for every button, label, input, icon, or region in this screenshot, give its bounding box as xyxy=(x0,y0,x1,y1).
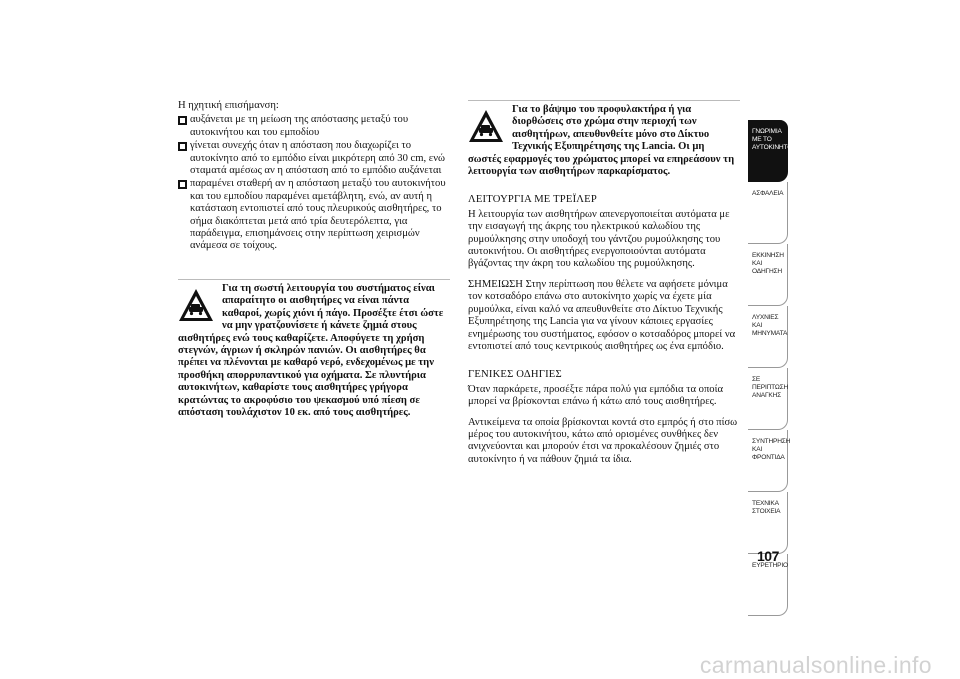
bullet-item: αυξάνεται με τη μείωση της απόστασης μεταξύ του αυτοκινήτου και του εμποδίου xyxy=(178,114,450,139)
checkbox-bullet-icon xyxy=(178,180,187,189)
left-column xyxy=(178,100,450,419)
bullet-item: παραμένει σταθερή αν η απόσταση μεταξύ του αυτοκινήτου και του εμποδίου παραμένει αμετάβλητη, ενώ, αν αυτή η κατάσταση εντοπιστεί από τους πλευρικούς αισθητήρες, το σήμα διακόπτεται μετά από τρία δευτερόλεπτα, για παράδειγμα, επισημάνσεις στην περίπτωση χειρισμών ανάμεσα σε τοίχους. xyxy=(178,178,450,252)
section-heading: ΛΕΙΤΟΥΡΓΙΑ ΜΕ ΤΡΕΪΛΕΡ xyxy=(468,194,597,206)
tab-lights-messages[interactable]: ΛΥΧΝΙΕΣ ΚΑΙ ΜΗΝΥΜΑΤΑ xyxy=(748,306,788,368)
paragraph: Η λειτουργία των αισθητήρων απενεργοποιείται αυτόματα με την εισαγωγή της άκρης του ηλεκτρικού καλωδίου της ρυμούλκησης στην υποδοχή του γάντζου ρυμούλκησης του αυτοκινήτου. Οι αισθητήρες ενεργοποιούνται αυτόματα βγάζοντας την άκρη του καλωδίου της ρυμούλκησης. xyxy=(468,208,730,270)
warning-text: Για τη σωστή λειτουργία του συστήματος είναι απαραίτητο οι αισθητήρες να είναι πάντα καθαροί, χωρίς χιόνι ή πάγο. Προσέξτε έτσι ώστε να μην γρατζουνίσετε ή κάνετε ζημιά στους αισθητήρες ενώ τους καθαρίζετε. Αποφύγετε τη χρήση στεγνών, άγριων ή σκληρών πανιών. Οι αισθητήρες θα πρέπει να πλένονται με καθαρό νερό, ενδεχομένως με την προσθήκη απορρυπαντικού για οχήματα. Σε πλυντήρια αυτοκινήτων, καθαρίστε τους αισθητήρες γρήγορα κρατώντας το ακροφύσιο του ψεκασμού υπό πίεση σε απόσταση τουλάχιστον 10 εκ. από τους αισθητήρες. xyxy=(178,282,444,418)
tab-emergency[interactable]: ΣΕ ΠΕΡΙΠΤΩΣΗ ΑΝΑΓΚΗΣ xyxy=(748,368,788,430)
warning-box xyxy=(178,279,450,419)
warning-triangle-icon xyxy=(178,287,214,323)
checkbox-bullet-icon xyxy=(178,116,187,125)
section-heading: ΓΕΝΙΚΕΣ ΟΔΗΓΙΕΣ xyxy=(468,369,562,381)
tab-starting-driving[interactable]: ΕΚΚΙΝΗΣΗ ΚΑΙ ΟΔΗΓΗΣΗ xyxy=(748,244,788,306)
tab-maintenance[interactable]: ΣΥΝΤΗΡΗΣΗ ΚΑΙ ΦΡΟΝΤΙΔΑ xyxy=(748,430,788,492)
tab-getting-to-know[interactable]: ΓΝΩΡΙΜΙΑ ΜΕ ΤΟ ΑΥΤΟΚΙΝΗΤΟ xyxy=(748,120,788,182)
paragraph: Αντικείμενα τα οποία βρίσκονται κοντά στο εμπρός ή στο πίσω μέρος του αυτοκινήτου, κάτω από ορισμένες συνθήκες δεν ανιχνεύονται και μπορούν έτσι να προκαλέσουν ζημιές στο αυτοκίνητο ή να πάθουν ζημιά τα ίδια. xyxy=(468,416,738,465)
checkbox-bullet-icon xyxy=(178,142,187,151)
paragraph: Όταν παρκάρετε, προσέξτε πάρα πολύ για εμπόδια τα οποία μπορεί να βρίσκονται επάνω ή κάτω από τους αισθητήρες. xyxy=(468,383,723,408)
tab-index[interactable]: ΕΥΡΕΤΗΡΙΟ xyxy=(748,554,788,616)
intro-text: Η ηχητική επισήμανση: xyxy=(178,100,279,111)
bullet-item: γίνεται συνεχής όταν η απόσταση που διαχωρίζει το αυτοκίνητο από το εμπόδιο είναι μικρότερη από 30 cm, ενώ σταματά αμέσως αν η απόσταση από το εμπόδιο αυξάνεται xyxy=(178,140,450,177)
tab-technical-data[interactable]: ΤΕΧΝΙΚΑ ΣΤΟΙΧΕΙΑ xyxy=(748,492,788,554)
watermark: carmanualsonline.info xyxy=(699,652,932,678)
tab-safety[interactable]: ΑΣΦΑΛΕΙΑ xyxy=(748,182,788,244)
warning-triangle-icon xyxy=(468,108,504,144)
right-column xyxy=(468,100,740,466)
page-number: 107 xyxy=(757,548,779,564)
chapter-tabs xyxy=(748,120,793,616)
warning-text: Για το βάψιμο του προφυλακτήρα ή για διορθώσεις στο χρώμα στην περιοχή των αισθητήρων, απευθυνθείτε μόνο στο Δίκτυο Τεχνικής Εξυπηρέτησης της Lancia. Οι μη σωστές εφαρμογές του χρώματος μπορεί να επηρεάσουν τη λειτουργία των αισθητήρων παρκαρίσματος. xyxy=(468,104,735,178)
warning-box xyxy=(468,100,740,178)
note-paragraph: ΣΗΜΕΙΩΣΗ Στην περίπτωση που θέλετε να αφήσετε μόνιμα τον κοτσαδόρο επάνω στο αυτοκίνητο χωρίς να έχετε μία ρυμούλκα, είναι καλό να απευθυνθείτε στο Δίκτυο Τεχνικής Εξυπηρέτησης της Lancia για να γίνουν κάποιες εργασίες ενημέρωσης του συστήματος, εφόσον ο κοτσαδόρος μπορεί να εντοπιστεί από τους κεντρικούς αισθητήρες ως ένα εμπόδιο. xyxy=(468,278,736,352)
